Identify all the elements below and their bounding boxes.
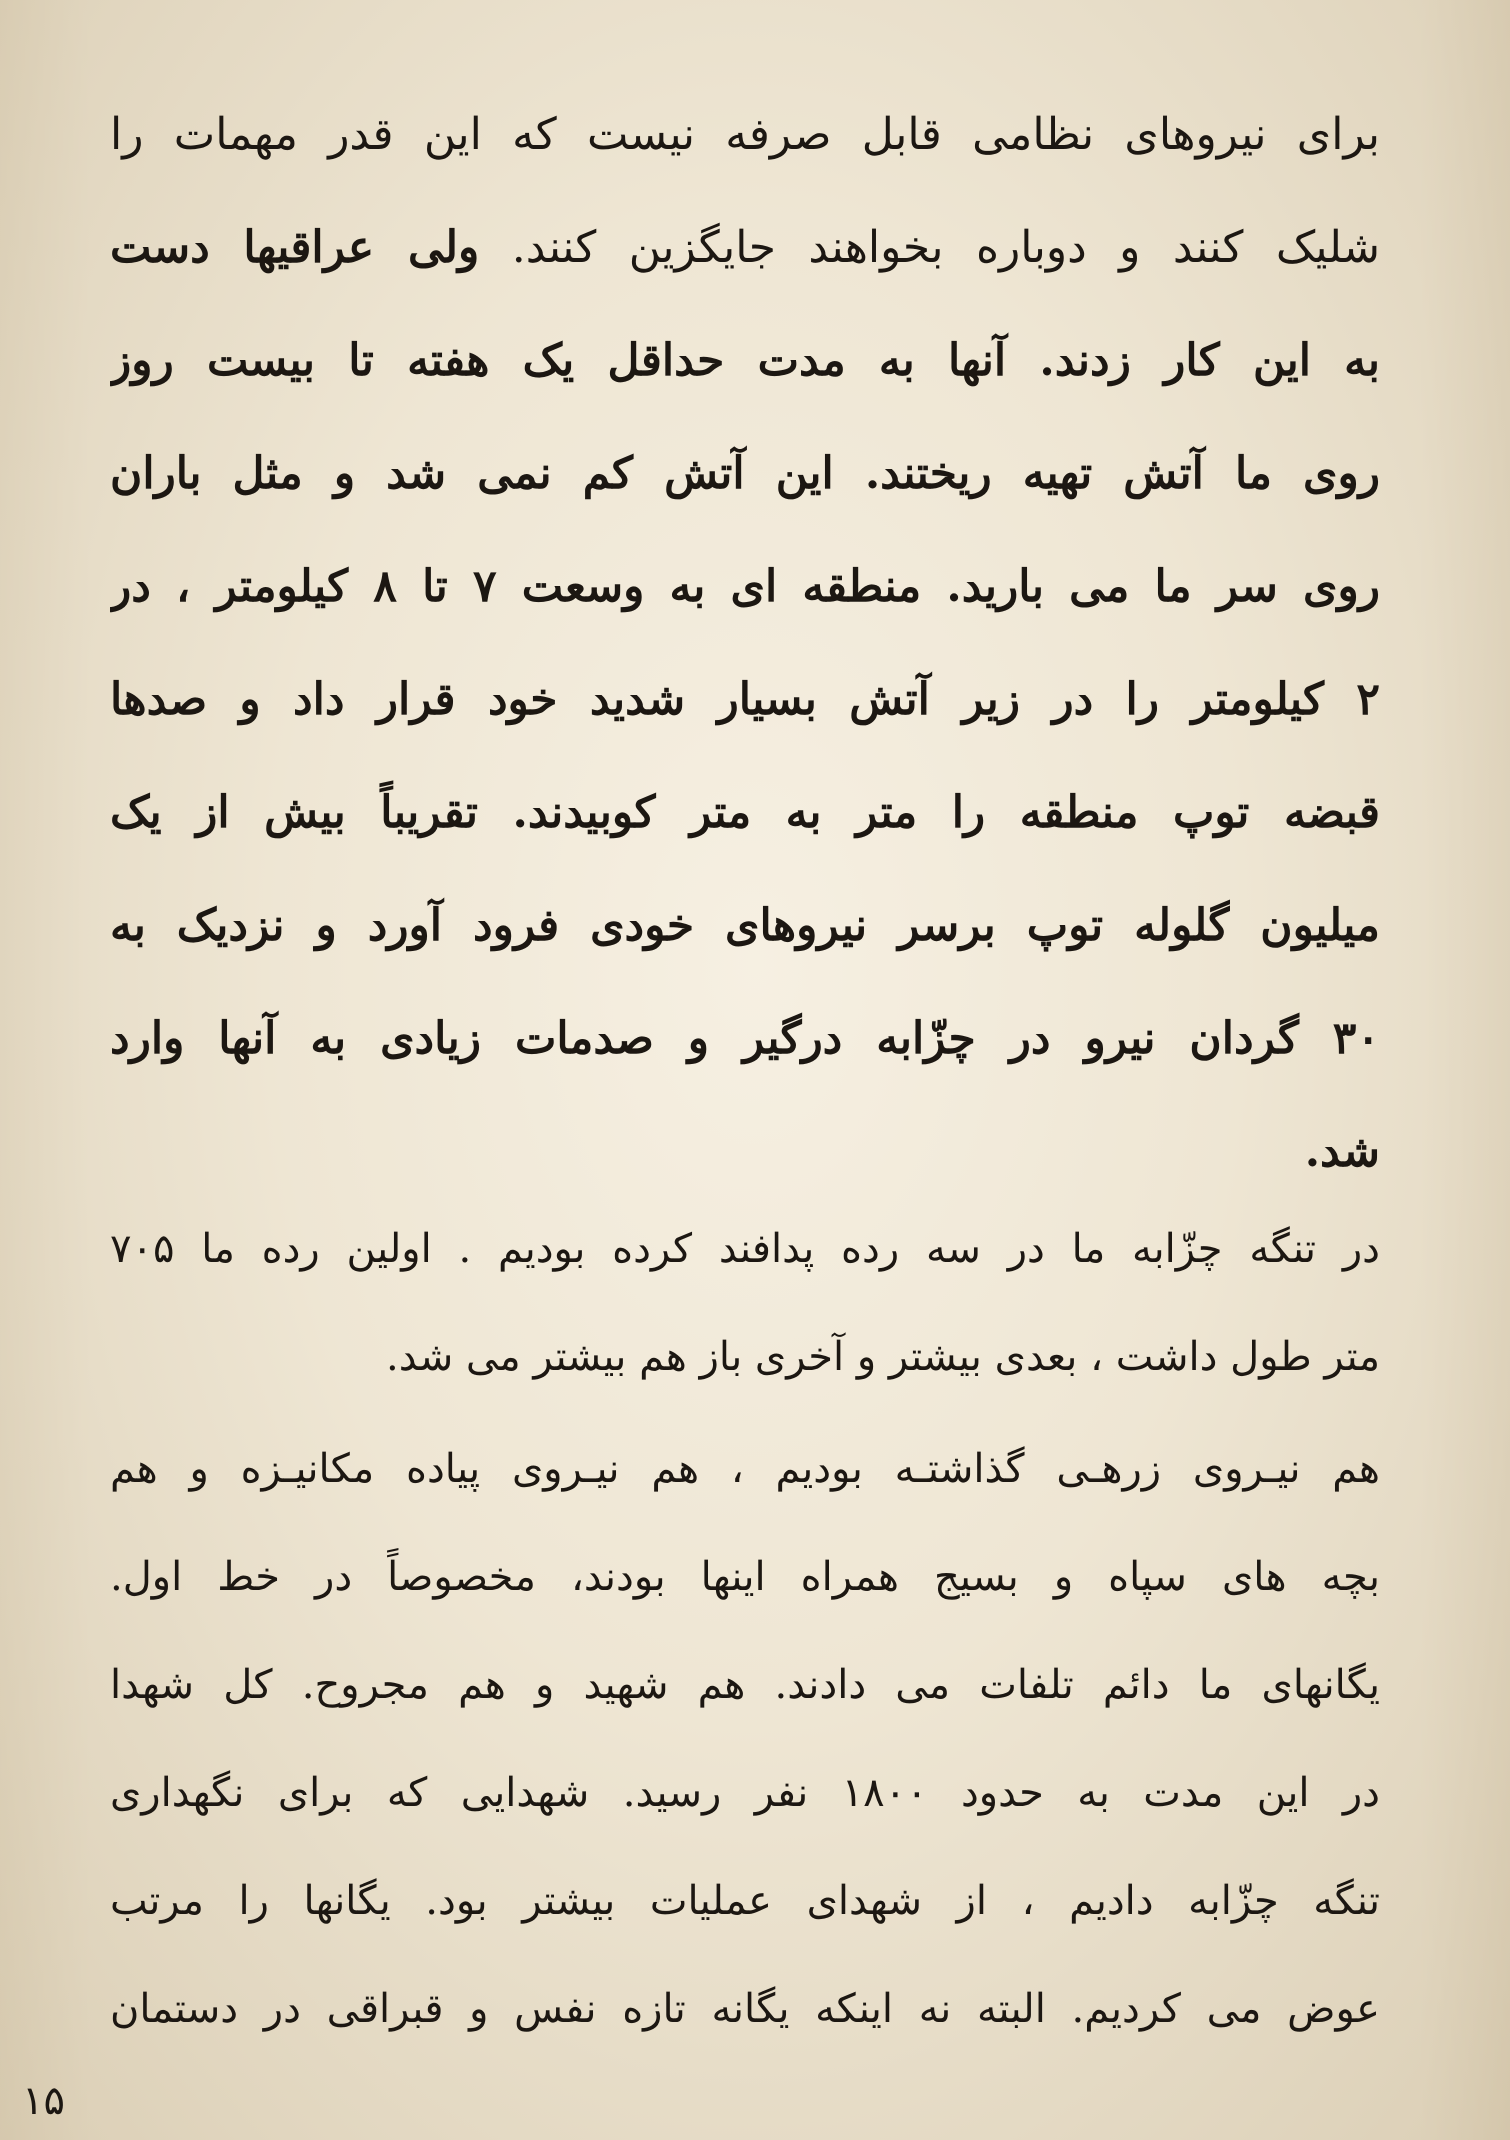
page-number: ۱۵: [22, 2078, 65, 2124]
text-line: برای نیروهای نظامی قابل صرفه نیست که این قدر مهمات را: [110, 109, 1380, 160]
text-line: یگانهای ما دائم تلفات می دادند. هم شهید و هم مجروح. کل شهدا: [110, 1662, 1380, 1708]
text-line: قبضه توپ منطقه را متر به متر کوبیدند. تقریباً بیش از یک: [110, 787, 1380, 838]
text-line: متر طول داشت ، بعدی بیشتر و آخری باز هم بیشتر می شد.: [385, 1334, 1380, 1380]
text-line: روی سر ما می بارید. منطقه ای به وسعت ۷ تا ۸ کیلومتر ، در: [110, 561, 1380, 612]
text-line-mixed: [110, 191, 1380, 304]
text-line: در تنگه چزّابه ما در سه رده پدافند کرده بودیم . اولین رده ما ۷۰۵: [110, 1226, 1380, 1272]
text-line: ۳۰ گردان نیرو در چزّابه درگیر و صدمات زیادی به آنها وارد: [110, 1013, 1380, 1064]
text-line: به این کار زدند. آنها به مدت حداقل یک هفته تا بیست روز: [110, 335, 1380, 386]
text-line: در این مدت به حدود ۱۸۰۰ نفر رسید. شهدایی که برای نگهداری: [110, 1770, 1380, 1816]
text-line: تنگه چزّابه دادیم ، از شهدای عملیات بیشتر بود. یگانها را مرتب: [110, 1878, 1380, 1924]
text-line: میلیون گلوله توپ برسر نیروهای خودی فرود آورد و نزدیک به: [110, 900, 1380, 951]
text-line: هم نیـروی زرهـی گذاشتـه بودیم ، هم نیـروی پیاده مکانیـزه و هم: [110, 1446, 1380, 1492]
text-line: روی ما آتش تهیه ریختند. این آتش کم نمی شد و مثل باران: [110, 448, 1380, 499]
text-line: بچه های سپاه و بسیج همراه اینها بودند، مخصوصاً در خط اول.: [110, 1554, 1380, 1600]
paragraph-1: [110, 78, 1380, 1208]
text-span-bold: ولی عراقیها دست: [110, 222, 480, 273]
text-span-regular: شلیک کنند و دوباره بخواهند جایگزین کنند.: [511, 222, 1380, 273]
text-line: شد.: [1304, 1126, 1380, 1177]
text-line: ۲ کیلومتر را در زیر آتش بسیار شدید خود قرار داد و صدها: [110, 674, 1380, 725]
paragraph-2-3: [110, 1195, 1380, 2063]
text-line: عوض می کردیم. البته نه اینکه یگانه تازه نفس و قبراقی در دستمان: [110, 1986, 1380, 2032]
